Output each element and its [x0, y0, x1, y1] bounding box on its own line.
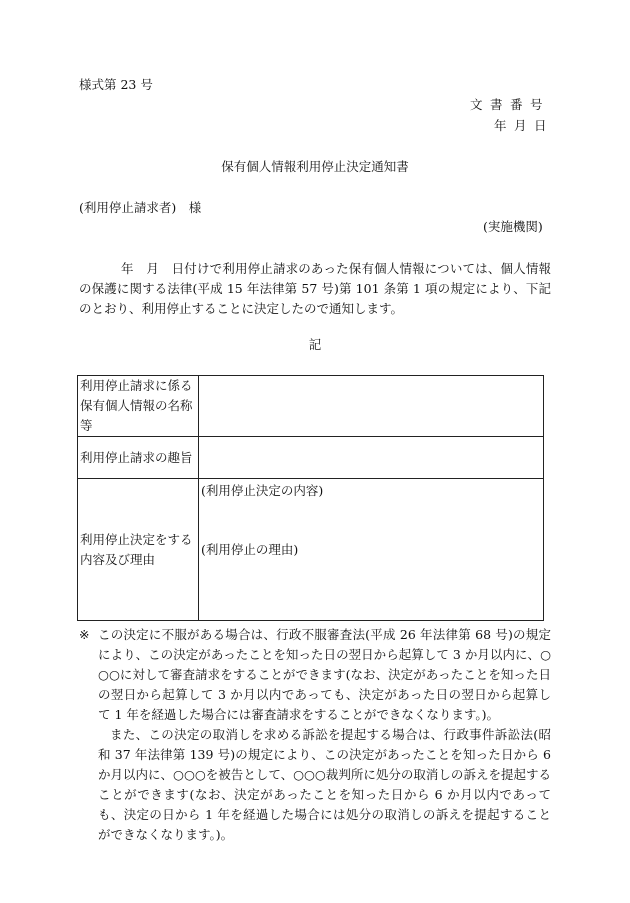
row-value-request-purpose	[199, 437, 544, 479]
form-number: 様式第 23 号	[79, 77, 153, 92]
note-review	[79, 625, 551, 725]
decision-reason-label: (利用停止の理由)	[201, 542, 299, 557]
body-paragraph: 年 月 日付けで利用停止請求のあった保有個人情報については、個人情報の保護に関する法律(平成 15 年法律第 57 号)第 101 条第 1 項の規定により、下記のとおり、利用停止することに決定したので通知します。	[79, 261, 551, 316]
decision-table	[77, 375, 544, 621]
table-row	[78, 376, 544, 437]
document-date-label: 年月日	[494, 118, 555, 133]
document-title: 保有個人情報利用停止決定通知書	[221, 159, 409, 174]
row-value-decision	[199, 479, 544, 621]
issuer-line: (実施機関)	[483, 219, 543, 234]
document-number-label: 文書番号	[470, 97, 551, 112]
table-row	[78, 437, 544, 479]
table-row	[78, 479, 544, 621]
note-review-text: この決定に不服がある場合は、行政不服審査法(平成 26 年法律第 68 号)の規定により、この決定があったことを知った日の翌日から起算して 3 か月以内に、○○○に対して審査請求をすることができます(なお、決定があったことを知った日の翌日から起算して 3 か月以内であっても、決定があった日の翌日から起算して 1 年を経過した場合には審査請求をすることができなくなります。)。	[98, 627, 551, 722]
notes-section	[79, 625, 551, 845]
row-label-info-name: 利用停止請求に係る保有個人情報の名称等	[78, 376, 199, 437]
row-label-decision: 利用停止決定をする内容及び理由	[78, 479, 199, 621]
ki-heading: 記	[308, 337, 322, 352]
recipient-line: (利用停止請求者) 様	[79, 200, 202, 215]
decision-content-label: (利用停止決定の内容)	[201, 483, 324, 498]
row-label-request-purpose: 利用停止請求の趣旨	[78, 437, 199, 479]
note-mark: ※	[79, 627, 90, 642]
note-lawsuit-text: また、この決定の取消しを求める訴訟を提起する場合は、行政事件訴訟法(昭和 37 年法律第 139 号)の規定により、この決定があったことを知った日から 6 か月以内に、○○○を被告として、○○○裁判所に処分の取消しの訴えを提起することができます(なお、決定があったことを知った日から 6 か月以内であっても、決定の日から 1 年を経過した場合には処分の取消しの訴えを提起することができなくなります。)。	[98, 727, 551, 842]
row-value-info-name	[199, 376, 544, 437]
